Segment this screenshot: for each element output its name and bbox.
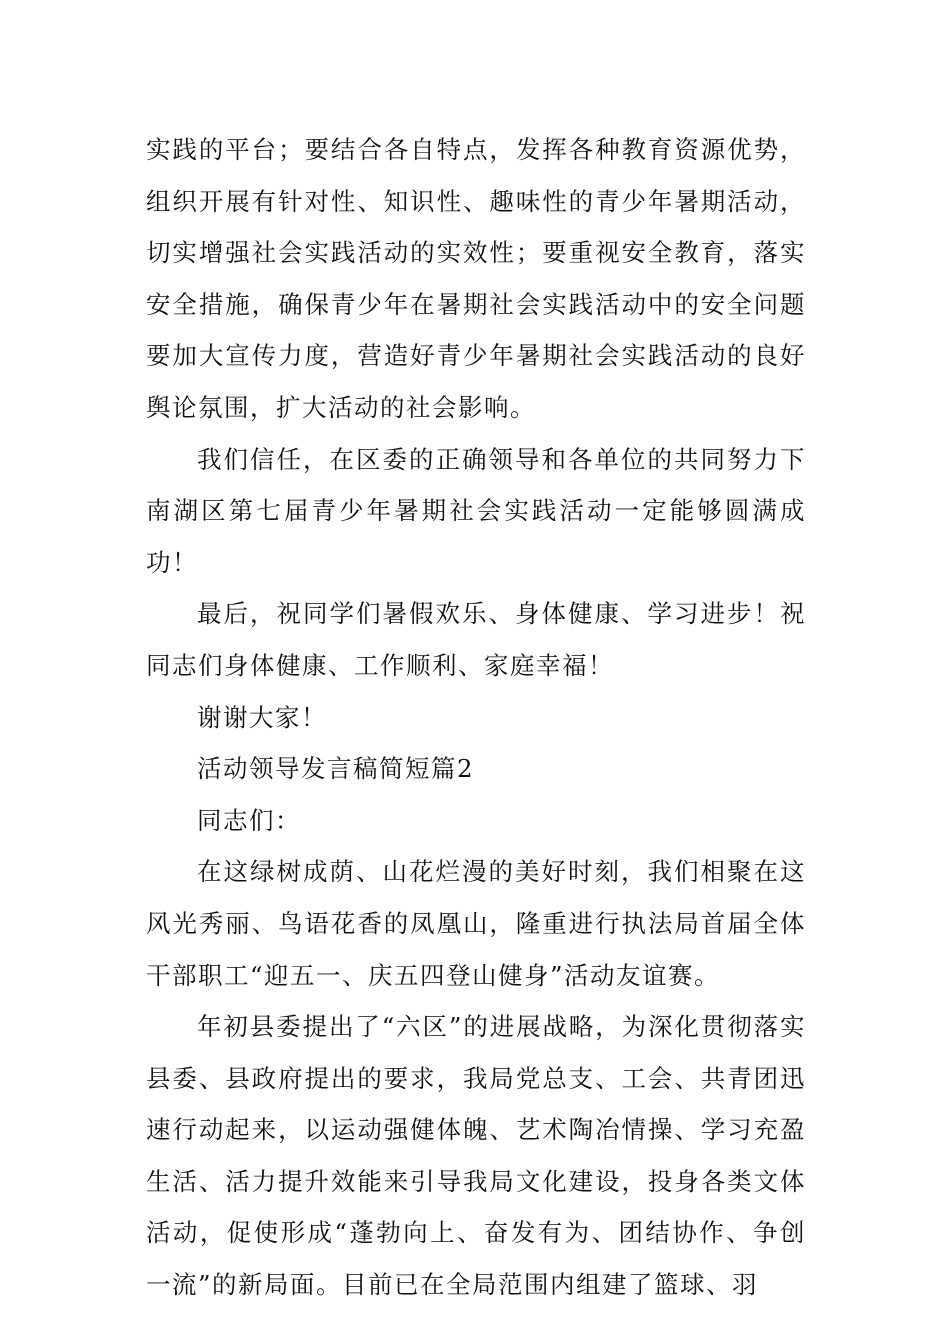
paragraph-3: 最后，祝同学们暑假欢乐、身体健康、学习进步！祝同志们身体健康、工作顺利、家庭幸福！ <box>146 599 806 680</box>
paragraph-1: 实践的平台；要结合各自特点，发挥各种教育资源优势，组织开展有针对性、知识性、趣味性的青少年暑期活动，切实增强社会实践活动的实效性；要重视安全教育，落实安全措施，确保青少年在暑期社会实践活动中的安全问题要加大宣传力度，营造好青少年暑期社会实践活动的良好舆论氛围，扩大活动的社会影响。 <box>146 135 806 422</box>
paragraph-2: 我们信任，在区委的正确领导和各单位的共同努力下南湖区第七届青少年暑期社会实践活动一定能够圆满成功！ <box>146 444 806 577</box>
document-page <box>146 124 806 1311</box>
salutation: 同志们： <box>197 805 301 835</box>
paragraph-8: 年初县委提出了“六区”的进展战略，为深化贯彻落实县委、县政府提出的要求，我局党总支、工会、共青团迅速行动起来，以运动强健体魄、艺术陶冶情操、学习充盈生活、活力提升效能来引导我局文化建设，投身各类文体活动，促使形成“蓬勃向上、奋发有为、团结协作、争创一流”的新局面。目前已在全局范围内组建了篮球、羽 <box>146 1012 806 1300</box>
paragraph-4: 谢谢大家！ <box>197 702 327 732</box>
section-heading: 活动领导发言稿简短篇2 <box>197 754 475 784</box>
paragraph-7: 在这绿树成荫、山花烂漫的美好时刻，我们相聚在这风光秀丽、鸟语花香的凤凰山，隆重进行执法局首届全体干部职工“迎五一、庆五四登山健身”活动友谊赛。 <box>146 857 806 990</box>
